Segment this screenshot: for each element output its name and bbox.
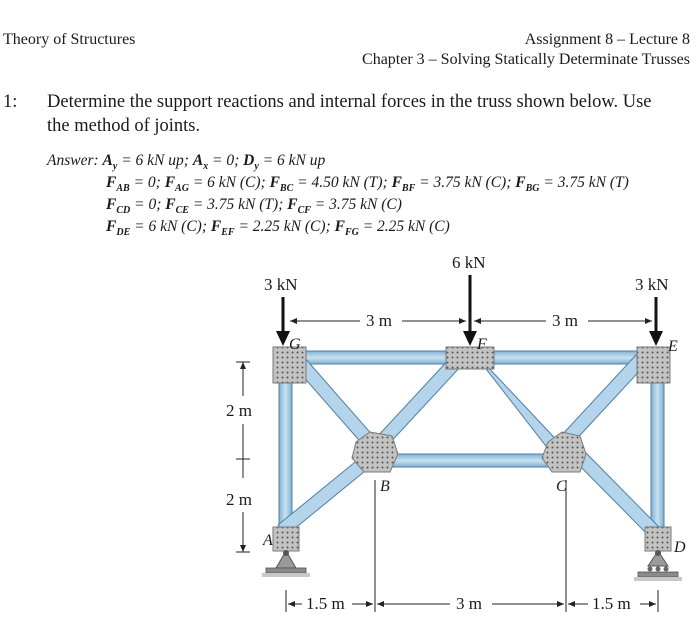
top-dim-left: 3 m (366, 311, 392, 330)
answer-symbol: $F_{FG}$ (334, 218, 359, 239)
member-BF (376, 356, 462, 447)
answer-value: = 0; (208, 152, 244, 169)
answer-symbol: $D_y$ (243, 152, 259, 173)
joint-label-C: C (556, 478, 567, 495)
answer-subscript: BF (401, 183, 416, 195)
answer-subscript: y (112, 161, 118, 173)
answer-subscript: EF (221, 227, 235, 239)
answer-value: = 0; (129, 174, 165, 191)
assignment-label: Assignment 8 – Lecture 8 (524, 31, 690, 48)
answer-subscript: FG (344, 227, 359, 239)
answer-subscript: AB (116, 183, 130, 195)
answer-label: Answer: (47, 152, 99, 169)
answer-value: = 6 kN up (258, 152, 326, 169)
member-BC (380, 454, 560, 467)
load-label-left: 3 kN (264, 275, 298, 294)
member-CE (560, 355, 646, 446)
answer-value: = 6 kN (C); (188, 174, 270, 191)
left-dim-lower: 2 m (226, 490, 252, 509)
answer-symbol: $F_{CF}$ (287, 196, 311, 217)
bottom-dim-middle: 3 m (456, 594, 482, 613)
bottom-dim-left: 1.5 m (306, 594, 345, 613)
member-AG (279, 360, 292, 528)
support-A (262, 550, 310, 577)
joint-A-plate (273, 527, 299, 551)
answer-subscript: DE (116, 227, 131, 239)
chapter-label: Chapter 3 – Solving Statically Determinate Trusses (362, 51, 690, 68)
answer-subscript: y (254, 161, 259, 173)
member-DE (651, 360, 664, 528)
answer-value: = 4.50 kN (T); (293, 174, 392, 191)
answer-value: = 3.75 kN (T) (539, 174, 629, 191)
answer-value: = 3.75 kN (T); (188, 196, 288, 213)
answer-symbol: $F_{BC}$ (269, 174, 294, 195)
answer-subscript: CD (116, 205, 131, 217)
answer-subscript: AG (175, 183, 189, 195)
load-label-middle: 6 kN (452, 253, 486, 272)
arrow-head-right (649, 331, 663, 346)
answer-subscript: CE (175, 205, 189, 217)
arrow-head-middle (463, 331, 477, 346)
question-line-2: the method of joints. (47, 116, 201, 136)
answer-symbol: $F_{EF}$ (210, 218, 235, 239)
answer-symbol: $F_{AB}$ (106, 174, 130, 195)
answer-symbol: $F_{CD}$ (106, 196, 131, 217)
answer-value: = 0; (130, 196, 166, 213)
member-CD (576, 453, 660, 537)
answer-value: = 6 kN up; (117, 152, 193, 169)
answer-value: = 3.75 kN (C) (310, 196, 402, 213)
answer-subscript: CF (297, 205, 311, 217)
course-title: Theory of Structures (3, 31, 136, 48)
answer-value: = 3.75 kN (C); (415, 174, 516, 191)
answer-symbol: $F_{DE}$ (106, 218, 131, 239)
answer-subscript: BC (279, 183, 294, 195)
answer-value: = 2.25 kN (C) (358, 218, 450, 235)
gusset-plates (273, 347, 671, 551)
joint-label-E: E (668, 338, 678, 355)
answer-value: = 6 kN (C); (130, 218, 211, 235)
load-label-right: 3 kN (635, 275, 669, 294)
truss-members (278, 351, 664, 537)
arrow-head-left (276, 331, 290, 346)
answer-subscript: x (203, 161, 209, 173)
answer-symbol: $F_{CE}$ (165, 196, 189, 217)
answer-symbol: $A_x$ (192, 152, 209, 173)
left-dim-upper: 2 m (226, 401, 252, 420)
answer-value: = 2.25 kN (C); (234, 218, 335, 235)
question-number: 1: (3, 92, 18, 112)
joint-E-plate (637, 347, 670, 383)
joint-label-F: F (477, 336, 487, 353)
answer-symbol: $A_y$ (102, 152, 118, 173)
bottom-dim-right: 1.5 m (592, 594, 631, 613)
joint-label-A: A (263, 532, 273, 549)
top-dim-right: 3 m (552, 311, 578, 330)
question-line-1: Determine the support reactions and internal forces in the truss shown below. Use (47, 92, 652, 112)
answer-symbol: $F_{BF}$ (391, 174, 416, 195)
joint-D-plate (645, 527, 671, 551)
joint-label-G: G (289, 336, 301, 353)
joint-F-plate (446, 347, 494, 369)
joint-label-B: B (380, 478, 390, 495)
joint-label-D: D (674, 539, 686, 556)
answer-symbol: $F_{AG}$ (164, 174, 189, 195)
answer-subscript: BG (525, 183, 540, 195)
answer-symbol: $F_{BG}$ (515, 174, 540, 195)
